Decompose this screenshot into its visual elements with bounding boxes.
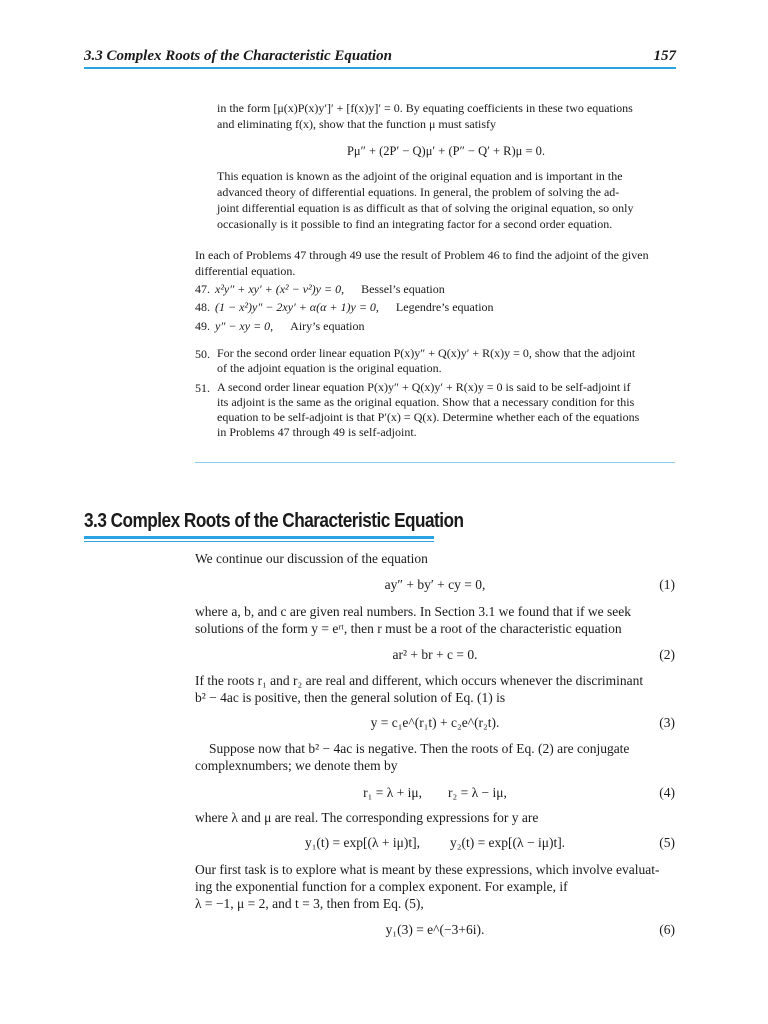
equation-2 <box>195 647 675 665</box>
problem-number: 48. <box>195 300 210 314</box>
problems-47-49-intro <box>195 247 675 279</box>
equation-body <box>195 835 675 851</box>
equation-3 <box>195 715 675 733</box>
problem-equation-name: Legendre’s equation <box>395 300 494 314</box>
text-line: advanced theory of differential equations. In general, the problem of solving the ad- <box>217 185 620 199</box>
text-line: solutions of the form y = eʳᵗ, then r must be a root of the characteristic equation <box>195 621 622 636</box>
header-rule <box>84 67 676 69</box>
running-header-title: 3.3 Complex Roots of the Characteristic Equation <box>84 48 392 64</box>
text-line: If the roots r₁ and r₂ are real and different, which occurs whenever the discriminant <box>195 673 644 688</box>
text-line: in Problems 47 through 49 is self-adjoint. <box>217 425 417 439</box>
problem-50-number: 50. <box>195 347 210 361</box>
problem-equation-name: Bessel’s equation <box>361 282 445 296</box>
problem-51-text <box>217 380 675 440</box>
problem-50-text <box>217 346 675 376</box>
text-line: joint differential equation is as difficult as that of solving the original equation, so only <box>217 201 634 215</box>
text-line: of the adjoint equation is the original equation. <box>217 361 442 375</box>
section-paragraph-6 <box>195 861 675 912</box>
equation-5 <box>195 835 675 853</box>
equation-body <box>195 785 675 801</box>
equation-number: (5) <box>659 835 675 850</box>
text-line: For the second order linear equation P(x)y″ + Q(x)y′ + R(x)y = 0, show that the adjoint <box>217 346 636 360</box>
text-line: In each of Problems 47 through 49 use the result of Problem 46 to find the adjoint of the given <box>195 248 649 262</box>
equation-4 <box>195 785 675 803</box>
equation-number: (4) <box>659 785 675 800</box>
equation-body: y = c₁e^(r₁t) + c₂e^(r₂t). <box>370 715 500 730</box>
text-line: complexnumbers; we denote them by <box>195 758 398 773</box>
section-title-rule-thin <box>84 541 434 542</box>
section-paragraph-5: where λ and μ are real. The corresponding expressions for y are <box>195 810 539 825</box>
adjoint-equation: Pμ″ + (2P′ − Q)μ′ + (P″ − Q′ + R)μ = 0. <box>346 144 546 158</box>
problem-equation-name: Airy’s equation <box>290 319 365 333</box>
text-line: λ = −1, μ = 2, and t = 3, then from Eq. (5), <box>195 896 424 911</box>
text-line: its adjoint is the same as the original equation. Show that a necessary condition for this <box>217 395 635 409</box>
problem-number: 49. <box>195 319 210 333</box>
section-intro: We continue our discussion of the equation <box>195 551 428 566</box>
equation-root-2: r₂ = λ − iμ, <box>448 785 507 800</box>
page-number: 157 <box>653 48 676 64</box>
section-paragraph-4 <box>195 740 675 774</box>
equation-number: (2) <box>659 647 675 662</box>
equation-y1: y₁(t) = exp[(λ + iμ)t], <box>304 835 420 850</box>
adjoint-description <box>217 168 675 232</box>
problem-49 <box>195 318 365 334</box>
problem-48 <box>195 299 494 315</box>
equation-body: ay″ + by′ + cy = 0, <box>384 577 486 592</box>
section-paragraph-2 <box>195 603 675 637</box>
text-line: b² − 4ac is positive, then the general solution of Eq. (1) is <box>195 690 506 705</box>
text-line: where a, b, and c are given real numbers. In Section 3.1 we found that if we seek <box>195 604 631 619</box>
text-line: A second order linear equation P(x)y″ + Q(x)y′ + R(x)y = 0 is said to be self-adjoint if <box>217 380 631 394</box>
equation-body: ar² + br + c = 0. <box>392 647 478 662</box>
section-title: 3.3 Complex Roots of the Characteristic Equation <box>84 510 464 532</box>
text-line: This equation is known as the adjoint of the original equation and is important in the <box>217 169 623 183</box>
equation-number: (3) <box>659 715 675 730</box>
problem-equation: x²y″ + xy′ + (x² − ν²)y = 0, <box>215 282 345 296</box>
equation-number: (6) <box>659 922 675 937</box>
equation-body: y₁(3) = e^(−3+6i). <box>385 922 485 937</box>
problem-number: 47. <box>195 282 210 296</box>
text-line: Our first task is to explore what is meant by these expressions, which involve evaluat- <box>195 862 660 877</box>
running-header <box>84 48 676 68</box>
section-title-rule <box>84 536 434 539</box>
text-line: ing the exponential function for a complex exponent. For example, if <box>195 879 568 894</box>
text-line: occasionally is it possible to find an integrating factor for a second order equation. <box>217 217 613 231</box>
problem-equation: (1 − x²)y″ − 2xy′ + α(α + 1)y = 0, <box>215 300 379 314</box>
problem-equation: y″ − xy = 0, <box>215 319 274 333</box>
equation-y2: y₂(t) = exp[(λ − iμ)t]. <box>450 835 566 850</box>
text-line: Suppose now that b² − 4ac is negative. Then the roots of Eq. (2) are conjugate <box>209 741 630 756</box>
problem-46-continuation <box>217 100 675 132</box>
text-line: and eliminating f(x), show that the function μ must satisfy <box>217 117 497 131</box>
section-paragraph-3 <box>195 672 675 706</box>
problem-51-number: 51. <box>195 381 210 395</box>
text-line: in the form [μ(x)P(x)y′]′ + [f(x)y]′ = 0. By equating coefficients in these two equations <box>217 101 633 115</box>
equation-6 <box>195 922 675 940</box>
equation-1 <box>195 577 675 595</box>
text-line: equation to be self-adjoint is that P′(x) = Q(x). Determine whether each of the equations <box>217 410 640 424</box>
problem-47 <box>195 281 445 297</box>
equation-root-1: r₁ = λ + iμ, <box>363 785 422 800</box>
problems-separator <box>195 462 675 463</box>
text-line: differential equation. <box>195 264 296 278</box>
equation-number: (1) <box>659 577 675 592</box>
